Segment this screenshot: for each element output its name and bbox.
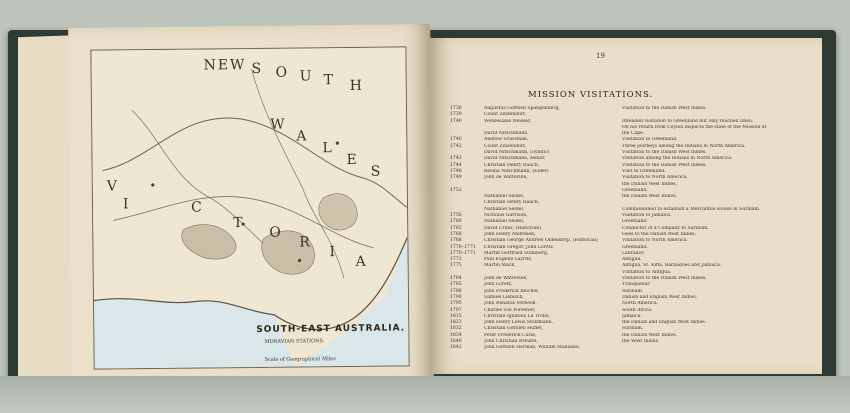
row-note: Visitation to the Danish West Indies. [622, 162, 707, 168]
row-note: the Danish West Indies. [622, 181, 678, 187]
row-note: Visitation to North America. [622, 238, 688, 244]
row-note: Tranquebar. [622, 282, 651, 288]
row-year: 1748 [450, 168, 462, 174]
row-year: 1739 [450, 112, 462, 118]
page-number: 19 [596, 52, 605, 60]
map-label-a2: A [355, 253, 368, 270]
row-year: 1744 [450, 162, 462, 168]
row-name: Christian Henry Rauch, [484, 162, 540, 168]
map-label-s2: S [370, 163, 383, 180]
row-year: 1770–1771 [450, 244, 476, 250]
row-name: David Nitschmann, [484, 131, 529, 137]
row-name: John Loretz, [484, 282, 513, 288]
row-year: 1743 [450, 156, 462, 162]
map-label-r: R [299, 234, 313, 251]
map-label-h: H [349, 77, 365, 94]
row-name: Nathaniel Seidel, [484, 206, 525, 212]
row-year: 1740 [450, 118, 462, 124]
row-name: John Frederick Reichel, [484, 288, 540, 294]
row-year: 1786 [450, 288, 462, 294]
row-year: 1771 [450, 257, 462, 263]
row-name: Andrew Grassman, [484, 137, 529, 143]
row-note: Three journeys among the Indians in North America. [622, 143, 746, 149]
row-note: Greenland. [622, 244, 648, 250]
map-label-l: L [322, 140, 334, 157]
row-note: Antigua, St. Kitts, Barbadoes and Jamaica. [622, 263, 722, 269]
row-name: Nathaniel Seidel, [484, 194, 525, 200]
row-name: Rosina Nitschmann, (Elder) [484, 168, 549, 174]
row-name: John de Watteville, [484, 175, 528, 181]
row-year: 1736 [450, 106, 462, 111]
map-title: SOUTH-EAST AUSTRALIA. [256, 323, 406, 335]
row-note: Visitation to the Danish West Indies. [622, 106, 707, 111]
map-subtitle-stations: MORAVIAN STATIONS. [264, 338, 325, 345]
row-note: the Cape. [622, 131, 645, 137]
map-label-s: S [251, 60, 264, 77]
map-label-a1: A [296, 128, 309, 145]
row-name: David Cranz, (Historian) [484, 225, 542, 231]
row-note: Visitation to Greenland. [622, 137, 678, 143]
row-note: Surinam. [622, 326, 644, 332]
row-year: 1752 [450, 187, 462, 193]
row-note: the Danish West Indies. [622, 194, 678, 200]
row-note: Visitation to Jamaica. [622, 213, 672, 219]
row-note: Visitation among the Indians in North America. [622, 156, 733, 162]
row-year: 1749 [450, 175, 462, 181]
row-name: Martin Mack, [484, 263, 516, 269]
row-name: Nathaniel Seidel, [484, 219, 525, 225]
row-name: David Nitschmann, (Syndic) [484, 150, 550, 156]
page-heading: MISSION VISITATIONS. [528, 90, 654, 100]
row-note: the Danish and English West Indies. [622, 320, 707, 326]
row-year: 1775 [450, 263, 462, 269]
map-label-c: C [190, 199, 204, 216]
row-note: Goes to the Danish West Indies. [622, 231, 697, 237]
row-note: Jamaica. [622, 313, 642, 319]
row-name: John Henry Andresen, [484, 231, 536, 237]
row-year: 1790 [450, 294, 462, 300]
map-label-o2: O [269, 224, 283, 241]
row-name: Peter Frederick Curie, [484, 332, 537, 338]
map-label-new: NEW [203, 57, 247, 74]
row-year: 1765 [450, 225, 462, 231]
row-name: Count Zinzendorf, [484, 112, 527, 118]
row-note: Surinam. [622, 288, 644, 294]
row-note: Greenland. [622, 219, 648, 225]
row-name: David Nitschmann, senior, [484, 156, 546, 162]
row-year: 1840 [450, 338, 462, 344]
map-label-w: W [270, 116, 287, 133]
row-note: Visitation to North America. [622, 175, 688, 181]
row-note: the West Indies. [622, 338, 660, 344]
row-year: 1770–1771 [450, 250, 476, 256]
map-scale-label: Scale of Geographical Miles [264, 356, 336, 363]
row-year: 1823 [450, 320, 462, 326]
row-note [622, 345, 808, 351]
map-label-i2: I [329, 244, 338, 261]
visitation-table [450, 106, 810, 352]
row-note: Visitation to Antigua. [622, 269, 672, 275]
map-label-u: U [299, 68, 314, 85]
row-name: John Renatus Verbeek, [484, 301, 537, 307]
right-page [430, 38, 822, 374]
map-label-t: T [323, 72, 336, 89]
row-name: Christian Gottlieb Hüffel, [484, 326, 544, 332]
row-note: Visit to Greenland. [622, 168, 666, 174]
map-label-e: E [346, 151, 359, 168]
row-year: 1784 [450, 276, 462, 282]
row-name: Wenzeslaus Neisser, [484, 118, 532, 124]
row-note: the Danish West Indies. [622, 332, 678, 338]
row-note: On his return from Ceylon inspects the state of the Mission at [622, 124, 767, 130]
row-note: Antigua. [622, 257, 642, 263]
row-name: John de Watteville, [484, 276, 528, 282]
row-year: 1815 [450, 313, 462, 319]
row-name: Christian Gregor, John Loretz, [484, 244, 555, 250]
row-year: 1756 [450, 213, 462, 219]
row-year: 1742 [450, 143, 462, 149]
map-label-t2: T [233, 215, 245, 232]
row-name: John Christian Breutel, [484, 338, 538, 344]
row-name: Christian George Andrew Oldendorp, (Historian) [484, 238, 598, 244]
table-surface [0, 376, 850, 413]
row-name: Paul Eugene Layritz, [484, 257, 533, 263]
row-note: South Africa. [622, 307, 653, 313]
row-note: Greenland. [622, 187, 648, 193]
row-year: 1785 [450, 282, 462, 288]
row-note: Conductor of a Company to Surinam. [622, 225, 709, 231]
map-drawing [91, 47, 408, 368]
row-name: Martin Gottfried Steinberg, [484, 250, 549, 256]
row-name: John Gottlieb Herman, William Mallalieu, [484, 345, 581, 351]
row-note: Danish and English West Indies. [622, 294, 698, 300]
map-south-east-australia [90, 46, 409, 369]
row-note: Visitation to the Danish West Indies. [622, 150, 707, 156]
row-name: Christian Henry Rauch, [484, 200, 540, 206]
row-name: Nicholas Garrison, [484, 213, 528, 219]
row-year: 1832 [450, 326, 462, 332]
row-year: 1795 [450, 301, 462, 307]
row-note: Intended visitation to Greenland but only reached Ilbeo. [622, 118, 754, 124]
row-name: Christian Ignatius La Trobe, [484, 313, 550, 319]
map-label-i: I [122, 196, 131, 213]
row-name: Charles von Forestier, [484, 307, 536, 313]
row-name: John Henry Lewis Stolzmann, [484, 320, 554, 326]
map-label-o: O [275, 64, 290, 81]
row-year: 1768 [450, 238, 462, 244]
row-note: Visitation to the Danish West Indies. [622, 276, 707, 282]
row-note: North America. [622, 301, 659, 307]
row-name: Samuel Liebisch, [484, 294, 524, 300]
row-year: 1797 [450, 307, 462, 313]
map-subtitle [264, 337, 404, 362]
row-year: 1842 [450, 345, 462, 351]
map-label-v: V [106, 178, 120, 195]
row-name: Augustus Gottlieb Spangenberg, [484, 106, 560, 111]
row-year: 1834 [450, 332, 462, 338]
left-page [68, 24, 434, 386]
row-note: Labrador. [622, 250, 645, 256]
row-year: 1740 [450, 137, 462, 143]
row-name: Count Zinzendorf, [484, 143, 527, 149]
row-note: Commissioned to establish a Mercantile House in Surinam. [622, 206, 761, 212]
table-row [450, 345, 810, 351]
row-year: 1768 [450, 231, 462, 237]
row-year: 1760 [450, 219, 462, 225]
